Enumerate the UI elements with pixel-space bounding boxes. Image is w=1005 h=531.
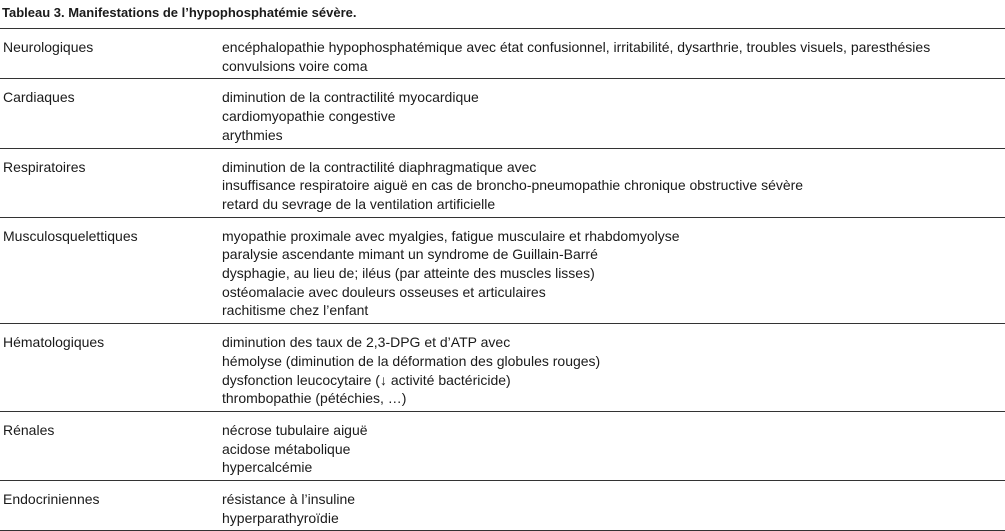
table-row <box>0 29 1005 79</box>
manifestations-cell <box>222 324 1005 411</box>
table-row <box>0 324 1005 412</box>
manifestations-cell <box>222 481 1005 530</box>
manifestation-item: résistance à l’insuline <box>222 491 356 508</box>
category-cell: Respiratoires <box>3 158 86 175</box>
manifestation-item: cardiomyopathie congestive <box>222 108 396 125</box>
category-cell: Endocriniennes <box>3 491 100 508</box>
table-row <box>0 481 1005 531</box>
manifestation-item: myopathie proximale avec myalgies, fatigue musculaire et rhabdomyolyse <box>222 227 680 244</box>
table-caption: Tableau 3. Manifestations de l’hypophosphatémie sévère. <box>2 5 357 20</box>
manifestation-item: diminution des taux de 2,3-DPG et d’ATP avec <box>222 334 511 351</box>
manifestation-item: paralysie ascendante mimant un syndrome de Guillain-Barré <box>222 246 598 263</box>
manifestation-item: encéphalopathie hypophosphatémique avec état confusionnel, irritabilité, dysarthrie, troubles visuels, paresthésies <box>222 39 931 55</box>
manifestation-item: nécrose tubulaire aiguë <box>222 421 368 438</box>
manifestation-item: convulsions voire coma <box>222 57 368 74</box>
category-cell: Neurologiques <box>3 39 94 55</box>
category-cell: Musculosquelettiques <box>3 227 138 244</box>
category-cell: Rénales <box>3 421 55 438</box>
manifestation-item: dysfonction leucocytaire (↓ activité bactéricide) <box>222 371 511 388</box>
manifestation-item: acidose métabolique <box>222 440 351 457</box>
manifestations-table <box>0 28 1005 531</box>
manifestations-cell <box>222 218 1005 324</box>
manifestation-item: hémolyse (diminution de la déformation des globules rouges) <box>222 352 601 369</box>
manifestation-item: insuffisance respiratoire aiguë en cas de broncho-pneumopathie chronique obstructive sévère <box>222 177 804 194</box>
manifestations-cell <box>222 412 1005 480</box>
table-row <box>0 79 1005 148</box>
manifestation-item: thrombopathie (pétéchies, …) <box>222 390 407 407</box>
table-row <box>0 149 1005 218</box>
table-row <box>0 218 1005 325</box>
manifestations-cell <box>222 149 1005 217</box>
manifestation-item: ostéomalacie avec douleurs osseuses et articulaires <box>222 283 546 300</box>
manifestation-item: rachitisme chez l’enfant <box>222 302 369 319</box>
manifestation-item: diminution de la contractilité diaphragmatique avec <box>222 158 537 175</box>
manifestations-cell <box>222 29 1005 78</box>
table-row <box>0 412 1005 481</box>
manifestations-cell <box>222 79 1005 147</box>
manifestation-item: hyperparathyroïdie <box>222 509 339 526</box>
manifestation-item: hypercalcémie <box>222 459 313 476</box>
manifestation-item: diminution de la contractilité myocardique <box>222 89 479 106</box>
category-cell: Hématologiques <box>3 334 105 351</box>
manifestation-item: dysphagie, au lieu de; iléus (par atteinte des muscles lisses) <box>222 265 595 282</box>
category-cell: Cardiaques <box>3 89 75 106</box>
manifestation-item: arythmies <box>222 126 283 143</box>
manifestation-item: retard du sevrage de la ventilation artificielle <box>222 195 496 212</box>
